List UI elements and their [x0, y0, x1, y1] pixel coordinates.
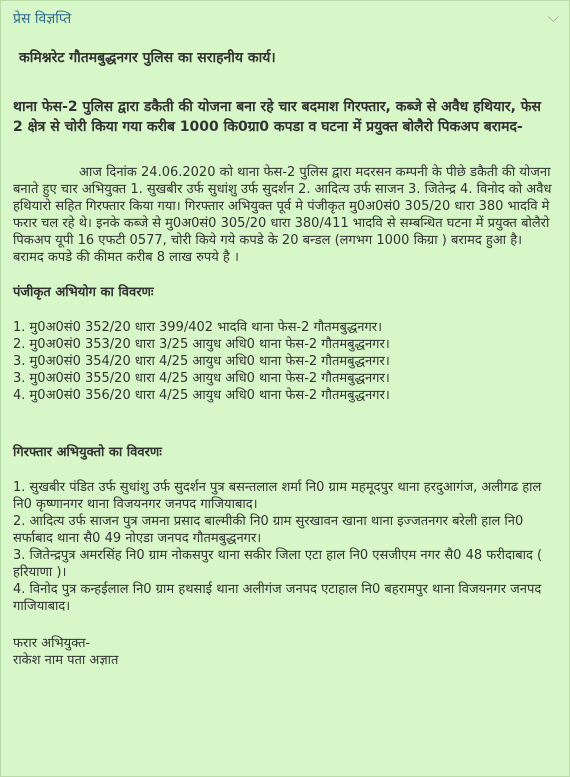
cases-title: पंजीकृत अभियोग का विवरणः: [13, 285, 154, 300]
doc-heading: कमिश्नरेट गौतमबुद्धनगर पुलिस का सराहनीय कार्य।: [19, 50, 276, 66]
accused-list: [13, 479, 553, 615]
list-item: 4. विनोद पुत्र कन्हईलाल नि0 ग्राम हथसाई थाना अलीगंज जनपद एटाहाल नि0 बहरामपुर थाना विजयनगर जनपद गाजियाबाद।: [13, 582, 542, 614]
accused-title: गिरफ्तार अभियुक्तो का विवरणः: [13, 445, 162, 460]
list-item: 2. आदित्य उर्फ साजन पुत्र जमना प्रसाद बाल्मीकी नि0 ग्राम सुरखावन खाना थाना इज्जतनगर बरेली हाल नि0 सर्फाबाद थाना सै0 49 नोएडा जनपद गौतमबुद्धनगर।: [13, 514, 524, 546]
message-title: प्रेस विज्ञप्ति: [13, 11, 72, 27]
list-item: 1. सुखबीर पंडित उर्फ सुधांशु उर्फ सुदर्शन पुत्र बसन्तलाल शर्मा नि0 ग्राम महमूदपुर थाना हरदुआगंज, अलीगढ हाल नि0 कृष्णानगर थाना विजयनगर जनपद गाजियाबाद।: [13, 480, 542, 512]
absconding-value: राकेश नाम पता अज्ञात: [13, 653, 119, 668]
message-body: [13, 31, 553, 669]
chevron-down-icon[interactable]: ⌵: [547, 8, 559, 26]
list-item: 4. मु0अ0सं0 356/20 धारा 4/25 आयुध अधि0 थाना फेस-2 गौतमबुद्धनगर।: [13, 388, 390, 403]
absconding-title: फरार अभियुक्त-: [13, 636, 91, 651]
list-item: 3. मु0अ0सं0 354/20 धारा 4/25 आयुध अधि0 थाना फेस-2 गौतमबुद्धनगर।: [13, 354, 390, 369]
list-item: 2. मु0अ0सं0 353/20 धारा 3/25 आयुध अधि0 थाना फेस-2 गौतमबुद्धनगर।: [13, 337, 390, 352]
list-item: 1. मु0अ0सं0 352/20 धारा 399/402 भादवि थाना फेस-2 गौतमबुद्धनगर।: [13, 320, 383, 335]
message-header: [1, 1, 569, 31]
doc-headline: थाना फेस-2 पुलिस द्वारा डकैती की योजना बना रहे चार बदमाश गिरफ्तार, कब्जे से अवैध हथियार, फेस 2 क्षेत्र से चोरी किया गया करीब 1000 कि0ग्रा0 कपडा व घटना में प्रयुक्त बोलैरो पिकअप बरामद-: [13, 99, 542, 135]
list-item: 3. जितेन्द्रपुत्र अमरसिंह नि0 ग्राम नोकसपुर थाना सकीर जिला एटा हाल नि0 एसजीएम नगर सै0 48 फरीदाबाद ( हरियाणा )।: [13, 548, 543, 580]
list-item: 3. मु0अ0सं0 355/20 धारा 4/25 आयुध अधि0 थाना फेस-2 गौतमबुद्धनगर।: [13, 371, 390, 386]
absconding-section: [13, 635, 553, 669]
doc-body: आज दिनांक 24.06.2020 को थाना फेस-2 पुलिस द्वारा मदरसन कम्पनी के पीछे डकैती की योजना बनाते हुए चार अभियुक्त 1. सुखबीर उर्फ सुधांशु उर्फ सुदर्शन 2. आदित्य उर्फ साजन 3. जितेन्द्र 4. विनोद को अवैध हथियारो सहित गिरफ्तार किया गया। गिरफ्तार अभियुक्त पूर्व मे पंजीकृत मु0अ0सं0 305/20 धारा 380 भादवि मे फरार चल रहे थे। इनके कब्जे से मु0अ0सं0 305/20 धारा 380/411 भादवि से सम्बन्धित घटना में प्रयुक्त बोलैरो पिकअप यूपी 16 एफटी 0577, चोरी किये गये कपडे के 20 बन्डल (लगभग 1000 किग्रा ) बरामद हुआ है। बरामद कपडे की कीमत करीब 8 लाख रुपये है ।: [13, 165, 552, 265]
cases-list: [13, 319, 553, 404]
